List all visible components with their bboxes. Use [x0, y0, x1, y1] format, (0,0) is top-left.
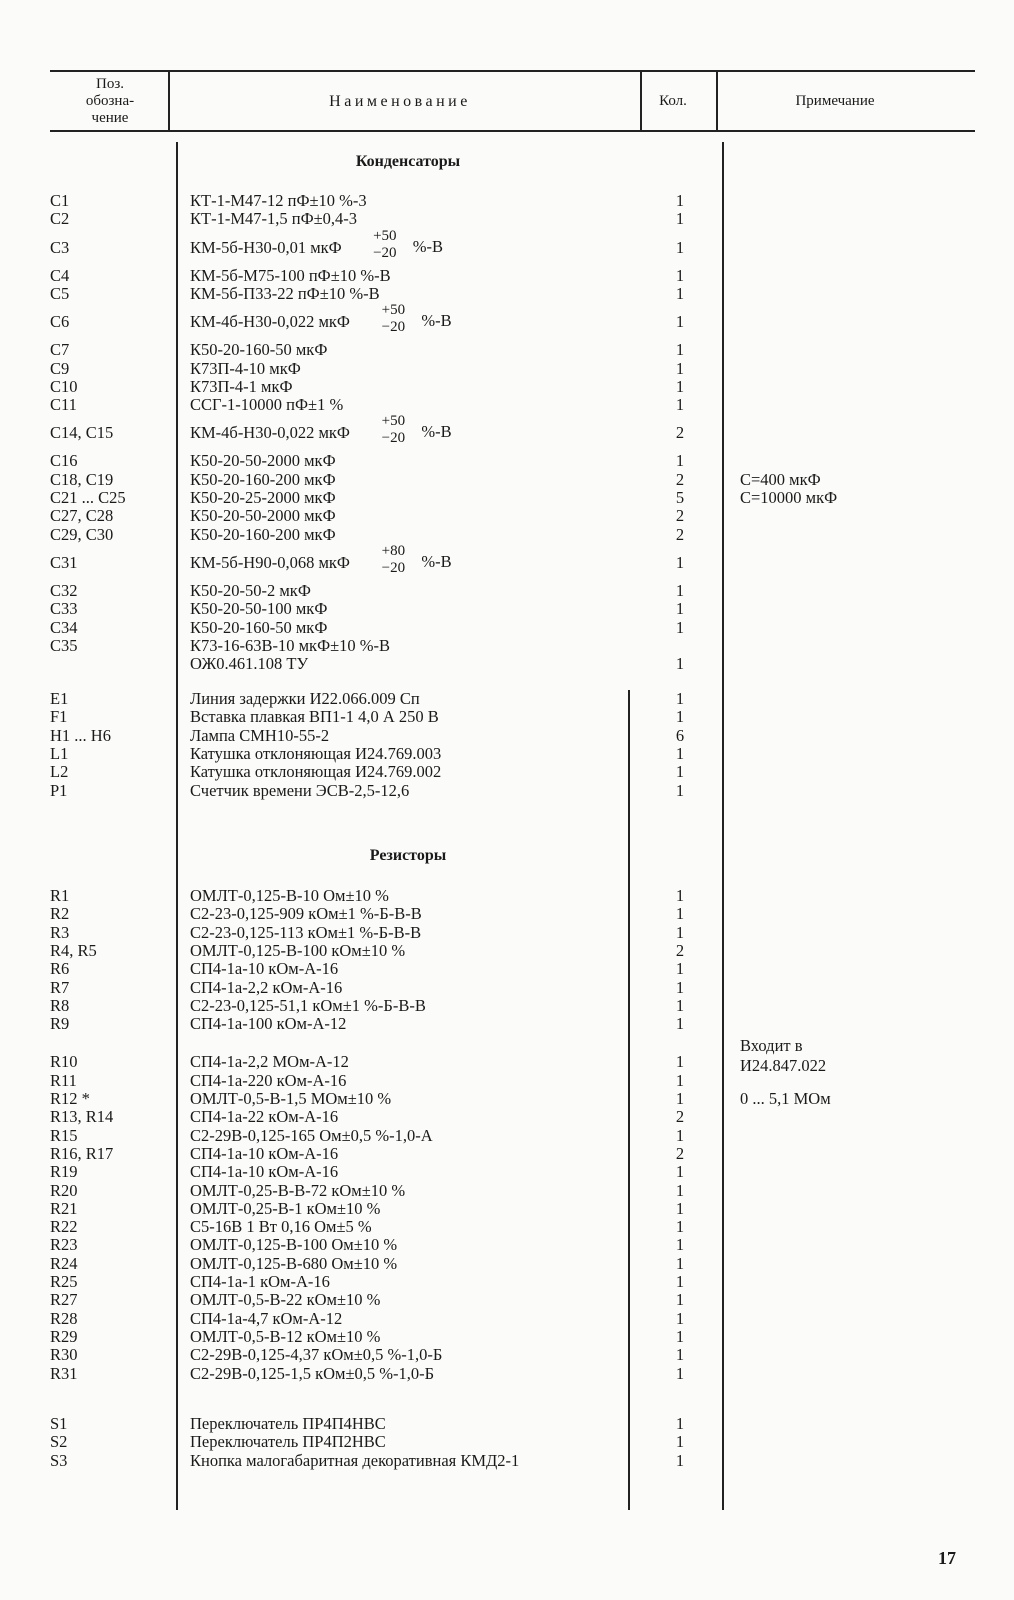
item-name: СП4-1а-2,2 кОм-А-16	[190, 977, 343, 997]
item-quantity: 1	[675, 552, 685, 572]
list-item	[0, 413, 1014, 451]
item-position: C9	[50, 358, 70, 378]
tolerance-upper: +50	[381, 413, 406, 430]
list-item	[0, 618, 1014, 637]
item-name: ОМЛТ-0,5-В-1,5 МОм±10 %	[190, 1089, 392, 1108]
item-position: C3	[50, 237, 70, 257]
item-position: R11	[50, 1070, 77, 1090]
list-item	[0, 1107, 1014, 1126]
item-name: ОМЛТ-0,25-В-1 кОм±10 %	[190, 1198, 381, 1218]
tolerance-suffix: %-В	[421, 551, 452, 571]
list-item	[0, 1014, 1014, 1033]
item-position: C11	[50, 395, 77, 415]
item-position: C2	[50, 209, 70, 229]
list-item	[0, 1217, 1014, 1236]
tolerance-upper: +80	[381, 542, 406, 559]
item-note: 0 ... 5,1 МОм	[740, 1089, 831, 1108]
tolerance-upper: +50	[381, 302, 406, 319]
list-item	[0, 284, 1014, 303]
item-position: R25	[50, 1272, 78, 1291]
list-item	[0, 1272, 1014, 1291]
item-quantity: 1	[675, 743, 685, 763]
list-item	[0, 228, 1014, 266]
item-position: R15	[50, 1125, 78, 1145]
list-item	[0, 488, 1014, 507]
page-number: 17	[938, 1548, 956, 1568]
item-quantity: 1	[675, 1162, 685, 1182]
item-position: C33	[50, 599, 78, 619]
item-tolerance	[373, 413, 413, 447]
item-position: L2	[50, 762, 69, 782]
item-name: Кнопка малогабаритная декоративная КМД2-1	[190, 1450, 520, 1470]
item-name: Счетчик времени ЭСВ-2,5-12,6	[190, 780, 410, 800]
item-name: КМ-5б-Н30-0,01 мкФ	[190, 237, 342, 257]
item-position: R21	[50, 1198, 78, 1218]
list-item	[0, 689, 1014, 708]
list-item	[0, 451, 1014, 470]
item-name: ОЖ0.461.108 ТУ	[190, 654, 309, 674]
item-position: C5	[50, 283, 70, 303]
item-quantity: 1	[675, 1290, 685, 1310]
item-position: R2	[50, 904, 70, 924]
item-name: КМ-5б-М75-100 пФ±10 %-В	[190, 265, 391, 285]
item-quantity: 1	[675, 340, 685, 360]
item-quantity: 1	[675, 780, 685, 800]
item-position: L1	[50, 743, 69, 763]
item-position: R20	[50, 1180, 78, 1200]
list-item	[0, 1199, 1014, 1218]
item-position: R16, R17	[50, 1143, 114, 1163]
list-item	[0, 996, 1014, 1015]
header-pos-line3: чение	[91, 110, 129, 126]
header-note: Примечание	[795, 93, 875, 109]
item-position: S3	[50, 1450, 68, 1470]
list-item	[0, 744, 1014, 763]
item-quantity: 2	[675, 1143, 685, 1163]
item-name: К50-20-160-200 мкФ	[190, 469, 336, 489]
list-item	[0, 266, 1014, 285]
list-item	[0, 904, 1014, 923]
item-position: R13, R14	[50, 1107, 114, 1127]
list-item	[0, 302, 1014, 340]
item-quantity: 1	[675, 1014, 685, 1034]
item-quantity: 1	[675, 265, 685, 285]
item-name: СП4-1а-1 кОм-А-16	[190, 1272, 330, 1291]
item-quantity: 2	[675, 506, 685, 526]
list-item	[0, 470, 1014, 489]
list-item	[0, 377, 1014, 396]
item-position: R3	[50, 922, 70, 942]
list-item	[0, 959, 1014, 978]
item-name: СП4-1а-10 кОм-А-16	[190, 1162, 339, 1182]
item-name: СП4-1а-10 кОм-А-16	[190, 1143, 339, 1163]
list-item	[0, 525, 1014, 544]
tolerance-upper: +50	[373, 227, 397, 244]
item-quantity: 1	[675, 1272, 685, 1291]
item-position: C14, C15	[50, 423, 114, 443]
item-quantity: 1	[675, 1432, 685, 1452]
item-quantity: 5	[675, 488, 685, 507]
list-item	[0, 636, 1014, 655]
list-item	[0, 781, 1014, 800]
item-quantity: 1	[675, 995, 685, 1015]
item-quantity: 1	[675, 904, 685, 924]
item-name: Вставка плавкая ВП1-1 4,0 А 250 В	[190, 707, 439, 727]
item-quantity: 1	[675, 451, 685, 471]
item-name: ОМЛТ-0,125-В-100 кОм±10 %	[190, 940, 406, 960]
item-position: C6	[50, 312, 70, 332]
item-position: C7	[50, 340, 70, 360]
item-tolerance	[373, 302, 413, 336]
item-name: Лампа СМН10-55-2	[190, 725, 330, 745]
header-pos	[60, 76, 160, 127]
item-name: Катушка отклоняющая И24.769.003	[190, 743, 442, 763]
item-quantity: 1	[675, 707, 685, 727]
item-position: R23	[50, 1235, 78, 1255]
item-quantity: 1	[675, 580, 685, 600]
item-name: КМ-5б-Н90-0,068 мкФ	[190, 552, 350, 572]
list-item	[0, 209, 1014, 228]
capacitors-title: Конденсаторы	[355, 153, 461, 170]
item-position: R7	[50, 977, 70, 997]
item-name: К50-20-25-2000 мкФ	[190, 488, 336, 507]
item-name: СП4-1а-100 кОм-А-12	[190, 1014, 347, 1034]
item-position: R30	[50, 1345, 78, 1365]
item-quantity: 1	[675, 1198, 685, 1218]
item-name: С2-23-0,125-909 кОм±1 %-Б-В-В	[190, 904, 422, 924]
header-pos-line1: Поз.	[95, 76, 124, 92]
list-item	[0, 923, 1014, 942]
item-quantity: 1	[675, 237, 685, 257]
column-divider-2	[640, 72, 642, 130]
item-name: ОМЛТ-0,5-В-22 кОм±10 %	[190, 1290, 381, 1310]
list-item	[0, 599, 1014, 618]
item-position: C16	[50, 451, 78, 471]
list-item	[0, 543, 1014, 581]
item-quantity: 6	[675, 725, 685, 745]
item-quantity: 1	[675, 1326, 685, 1346]
item-name: К73П-4-10 мкФ	[190, 358, 301, 378]
list-item	[0, 1235, 1014, 1254]
item-quantity: 1	[675, 886, 685, 905]
item-name: С2-29В-0,125-1,5 кОм±0,5 %-1,0-Б	[190, 1363, 435, 1383]
item-position: C18, C19	[50, 469, 114, 489]
item-quantity: 2	[675, 423, 685, 443]
item-position: C29, C30	[50, 524, 114, 544]
item-name: Линия задержки И22.066.009 Сп	[190, 689, 420, 708]
list-item	[0, 1432, 1014, 1451]
item-name: КМ-4б-Н30-0,022 мкФ	[190, 423, 350, 443]
item-name: К73-16-63В-10 мкФ±10 %-В	[190, 635, 391, 655]
item-name: Катушка отклоняющая И24.769.002	[190, 762, 442, 782]
item-quantity: 1	[675, 1363, 685, 1383]
item-name: СП4-1а-220 кОм-А-16	[190, 1070, 347, 1090]
list-item	[0, 340, 1014, 359]
list-item	[0, 654, 1014, 673]
list-item	[0, 1162, 1014, 1181]
item-position: R4, R5	[50, 940, 97, 960]
item-name: Переключатель ПР4П4НВС	[190, 1414, 386, 1433]
tolerance-lower: −20	[381, 319, 406, 336]
item-name: СП4-1а-4,7 кОм-А-12	[190, 1308, 343, 1328]
list-item	[0, 1071, 1014, 1090]
item-tolerance	[373, 543, 413, 577]
item-quantity: 1	[675, 312, 685, 332]
item-name: КТ-1-М47-1,5 пФ±0,4-3	[190, 209, 358, 229]
item-name: К50-20-50-2 мкФ	[190, 580, 311, 600]
item-name: ССГ-1-10000 пФ±1 %	[190, 395, 344, 415]
tolerance-lower: −20	[373, 244, 397, 261]
list-item	[0, 1290, 1014, 1309]
list-item	[0, 1309, 1014, 1328]
item-quantity: 1	[675, 1052, 685, 1072]
list-item	[0, 762, 1014, 781]
list-item	[0, 1451, 1014, 1470]
resistors-title: Резисторы	[369, 847, 447, 864]
item-quantity: 1	[675, 762, 685, 782]
item-name: ОМЛТ-0,125-В-100 Ом±10 %	[190, 1235, 398, 1255]
item-name: Переключатель ПР4П2НВС	[190, 1432, 386, 1452]
list-item	[0, 1345, 1014, 1364]
item-name: С2-29В-0,125-165 Ом±0,5 %-1,0-А	[190, 1125, 433, 1145]
list-item	[0, 581, 1014, 600]
item-quantity: 1	[675, 1070, 685, 1090]
header-qty: Кол.	[659, 93, 687, 109]
item-name: ОМЛТ-0,125-В-10 Ом±10 %	[190, 886, 389, 905]
item-position: R19	[50, 1162, 78, 1182]
item-tolerance	[365, 228, 405, 262]
item-quantity: 2	[675, 1107, 685, 1127]
item-position: S1	[50, 1414, 68, 1433]
item-name: ОМЛТ-0,25-В-В-72 кОм±10 %	[190, 1180, 406, 1200]
item-quantity: 1	[675, 1125, 685, 1145]
header-pos-line2: обозна-	[85, 93, 135, 109]
item-quantity: 1	[675, 1089, 685, 1108]
item-note: С=400 мкФ	[740, 469, 821, 489]
item-position: R29	[50, 1326, 78, 1346]
item-name: С5-16В 1 Вт 0,16 Ом±5 %	[190, 1217, 372, 1237]
item-quantity: 1	[675, 617, 685, 637]
item-name: КТ-1-М47-12 пФ±10 %-3	[190, 191, 367, 210]
item-position: C1	[50, 191, 70, 210]
item-position: R22	[50, 1217, 78, 1237]
table-top-rule	[50, 70, 975, 72]
item-position: R9	[50, 1014, 70, 1034]
list-item	[0, 1414, 1014, 1433]
item-position: R1	[50, 886, 70, 905]
r9-note-line1: Входит в	[740, 1036, 803, 1055]
item-quantity: 1	[675, 283, 685, 303]
item-quantity: 1	[675, 959, 685, 979]
tolerance-suffix: %-В	[412, 236, 444, 256]
item-position: C27, C28	[50, 506, 114, 526]
tolerance-lower: −20	[381, 559, 406, 576]
item-quantity: 1	[675, 1235, 685, 1255]
item-name: К50-20-50-100 мкФ	[190, 599, 328, 619]
item-position: R27	[50, 1290, 78, 1310]
item-name: С2-29В-0,125-4,37 кОм±0,5 %-1,0-Б	[190, 1345, 443, 1365]
column-divider-3	[716, 72, 718, 130]
item-quantity: 1	[675, 1450, 685, 1470]
item-position: R6	[50, 959, 70, 979]
item-quantity: 1	[675, 358, 685, 378]
item-quantity: 1	[675, 1308, 685, 1328]
column-divider-1	[168, 72, 170, 130]
item-quantity: 1	[675, 209, 685, 229]
item-quantity: 2	[675, 524, 685, 544]
list-item	[0, 978, 1014, 997]
list-item	[0, 1327, 1014, 1346]
header-name: Наименование	[329, 93, 471, 110]
item-position: H1 ... H6	[50, 725, 111, 745]
list-item	[0, 191, 1014, 210]
item-position: S2	[50, 1432, 68, 1452]
list-item	[0, 506, 1014, 525]
item-quantity: 1	[675, 689, 685, 708]
list-item	[0, 395, 1014, 414]
item-position: R10	[50, 1052, 78, 1072]
item-position: C35	[50, 635, 78, 655]
list-item	[0, 726, 1014, 745]
tolerance-lower: −20	[381, 430, 406, 447]
tolerance-suffix: %-В	[421, 422, 452, 442]
item-quantity: 1	[675, 1345, 685, 1365]
list-item	[0, 1052, 1014, 1071]
tolerance-suffix: %-В	[421, 311, 452, 331]
item-quantity: 1	[675, 1180, 685, 1200]
item-position: F1	[50, 707, 68, 727]
list-item	[0, 1089, 1014, 1108]
list-item	[0, 707, 1014, 726]
item-quantity: 1	[675, 1414, 685, 1433]
list-item	[0, 886, 1014, 905]
item-position: C34	[50, 617, 78, 637]
item-name: К73П-4-1 мкФ	[190, 376, 293, 396]
list-item	[0, 941, 1014, 960]
item-position: C21 ... C25	[50, 488, 126, 507]
r9-note	[740, 1036, 826, 1076]
item-position: C32	[50, 580, 78, 600]
item-name: СП4-1а-10 кОм-А-16	[190, 959, 339, 979]
item-quantity: 1	[675, 922, 685, 942]
item-quantity: 2	[675, 940, 685, 960]
header-bottom-rule	[50, 130, 975, 132]
item-name: С2-23-0,125-51,1 кОм±1 %-Б-В-В	[190, 995, 426, 1015]
list-item	[0, 1364, 1014, 1383]
item-position: R24	[50, 1253, 78, 1273]
item-name: С2-23-0,125-113 кОм±1 %-Б-В-В	[190, 922, 422, 942]
item-quantity: 2	[675, 469, 685, 489]
item-quantity: 1	[675, 599, 685, 619]
item-name: К50-20-50-2000 мкФ	[190, 506, 336, 526]
item-position: E1	[50, 689, 69, 708]
item-name: СП4-1а-2,2 МОм-А-12	[190, 1052, 349, 1072]
list-item	[0, 1126, 1014, 1145]
list-item	[0, 359, 1014, 378]
list-item	[0, 1144, 1014, 1163]
item-name: ОМЛТ-0,5-В-12 кОм±10 %	[190, 1326, 381, 1346]
item-name: СП4-1а-22 кОм-А-16	[190, 1107, 339, 1127]
item-position: R8	[50, 995, 70, 1015]
item-position: C4	[50, 265, 70, 285]
list-item	[0, 1181, 1014, 1200]
item-quantity: 1	[675, 395, 685, 415]
item-position: C31	[50, 552, 78, 572]
item-note: С=10000 мкФ	[740, 488, 838, 507]
item-position: R12 *	[50, 1089, 90, 1108]
item-name: К50-20-160-200 мкФ	[190, 524, 336, 544]
item-position: C10	[50, 376, 78, 396]
item-quantity: 1	[675, 376, 685, 396]
item-quantity: 1	[675, 654, 685, 674]
item-name: К50-20-160-50 мкФ	[190, 617, 328, 637]
item-quantity: 1	[675, 1253, 685, 1273]
item-position: R28	[50, 1308, 78, 1328]
item-name: ОМЛТ-0,125-В-680 Ом±10 %	[190, 1253, 398, 1273]
list-item	[0, 1254, 1014, 1273]
item-name: КМ-5б-П33-22 пФ±10 %-В	[190, 283, 380, 303]
item-name: К50-20-50-2000 мкФ	[190, 451, 336, 471]
r9-note-line2: И24.847.022	[740, 1056, 827, 1075]
item-quantity: 1	[675, 191, 685, 210]
item-name: КМ-4б-Н30-0,022 мкФ	[190, 312, 350, 332]
item-quantity: 1	[675, 977, 685, 997]
item-quantity: 1	[675, 1217, 685, 1237]
item-position: R31	[50, 1363, 78, 1383]
item-name: К50-20-160-50 мкФ	[190, 340, 328, 360]
item-position: P1	[50, 780, 68, 800]
